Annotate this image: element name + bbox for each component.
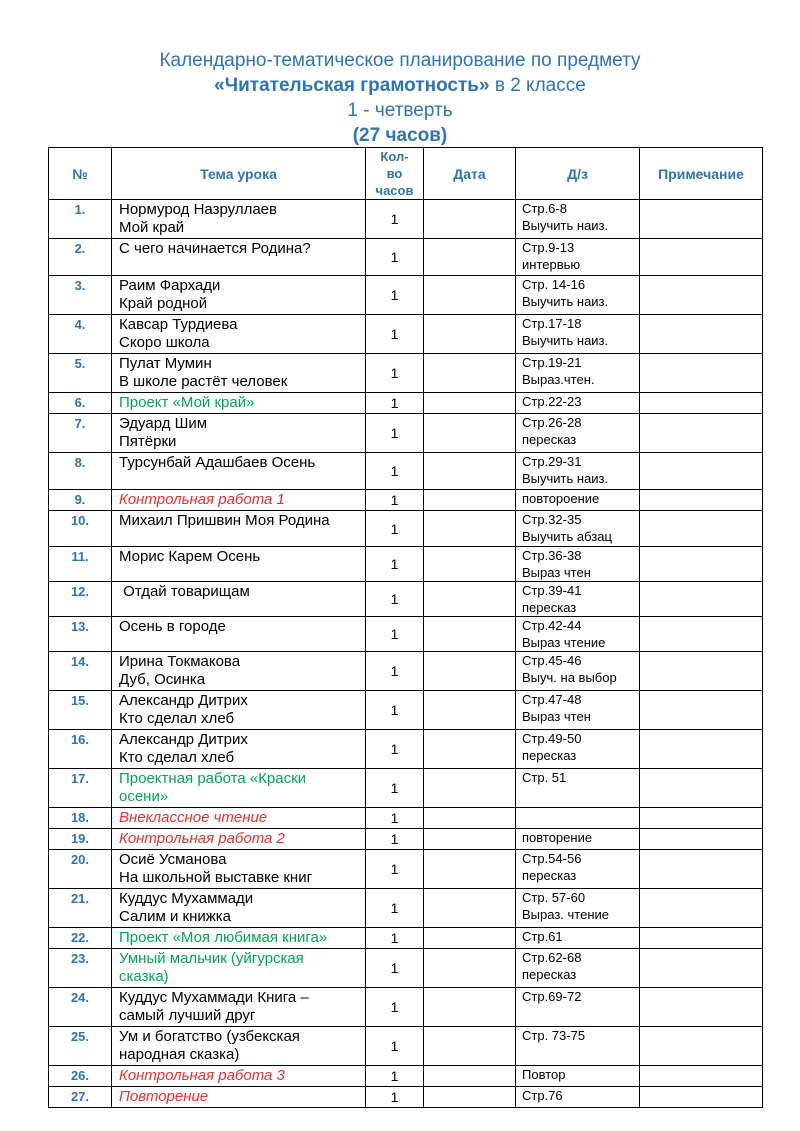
document-header bbox=[0, 48, 800, 148]
date-cell bbox=[424, 490, 516, 511]
hours-count: 1 bbox=[366, 949, 424, 988]
lesson-topic-line: сказка) bbox=[119, 968, 169, 985]
date-cell bbox=[424, 315, 516, 354]
grade-text: в 2 классе bbox=[489, 75, 586, 96]
homework-line: Выучить наиз. bbox=[522, 218, 609, 233]
row-number: 23. bbox=[49, 949, 112, 988]
lesson-topic-line: Михаил Пришвин Моя Родина bbox=[119, 512, 330, 529]
row-number: 26. bbox=[49, 1066, 112, 1087]
hours-count: 1 bbox=[366, 1066, 424, 1087]
lesson-topic-line: Турсунбай Адашбаев Осень bbox=[119, 454, 316, 471]
homework bbox=[516, 769, 640, 808]
row-number: 17. bbox=[49, 769, 112, 808]
homework-line: Стр.6-8 bbox=[522, 201, 567, 216]
date-cell bbox=[424, 200, 516, 239]
lesson-topic bbox=[112, 1066, 366, 1087]
hours-count: 1 bbox=[366, 547, 424, 582]
hours-count: 1 bbox=[366, 617, 424, 652]
row-number: 4. bbox=[49, 315, 112, 354]
lesson-topic-line: Проектная работа «Краски bbox=[119, 770, 307, 787]
note-cell bbox=[640, 393, 763, 414]
note-cell bbox=[640, 200, 763, 239]
note-cell bbox=[640, 808, 763, 829]
date-cell bbox=[424, 808, 516, 829]
table-row bbox=[49, 730, 763, 769]
note-cell bbox=[640, 889, 763, 928]
note-cell bbox=[640, 652, 763, 691]
note-cell bbox=[640, 582, 763, 617]
lesson-topic bbox=[112, 617, 366, 652]
homework-line: Стр.69-72 bbox=[522, 989, 582, 1004]
note-cell bbox=[640, 414, 763, 453]
date-cell bbox=[424, 393, 516, 414]
lesson-topic-line: Край родной bbox=[119, 295, 208, 312]
homework bbox=[516, 928, 640, 949]
homework-line: интервью bbox=[522, 257, 581, 272]
lesson-topic-line: Морис Карем Осень bbox=[119, 548, 261, 565]
date-cell bbox=[424, 239, 516, 276]
col-header-topic: Тема урока bbox=[112, 148, 366, 200]
lesson-topic-line: С чего начинается Родина? bbox=[119, 240, 311, 257]
note-cell bbox=[640, 988, 763, 1027]
lesson-topic-line: Раим Фархади bbox=[119, 277, 221, 294]
homework-line: Выучить наиз. bbox=[522, 294, 609, 309]
date-cell bbox=[424, 354, 516, 393]
homework bbox=[516, 1066, 640, 1087]
note-cell bbox=[640, 315, 763, 354]
note-cell bbox=[640, 1027, 763, 1066]
table-row bbox=[49, 829, 763, 850]
homework-line: пересказ bbox=[522, 967, 577, 982]
lesson-topic-line: Повторение bbox=[119, 1088, 209, 1105]
hours-count: 1 bbox=[366, 652, 424, 691]
date-cell bbox=[424, 829, 516, 850]
table-row bbox=[49, 617, 763, 652]
lesson-topic bbox=[112, 1027, 366, 1066]
lesson-topic bbox=[112, 988, 366, 1027]
row-number: 20. bbox=[49, 850, 112, 889]
lesson-topic bbox=[112, 354, 366, 393]
lesson-topic-line: Эдуард Шим bbox=[119, 415, 208, 432]
row-number: 18. bbox=[49, 808, 112, 829]
homework-line: повторение bbox=[522, 830, 593, 845]
date-cell bbox=[424, 928, 516, 949]
homework-line: пересказ bbox=[522, 748, 577, 763]
row-number: 15. bbox=[49, 691, 112, 730]
lesson-topic bbox=[112, 547, 366, 582]
row-number: 12. bbox=[49, 582, 112, 617]
row-number: 1. bbox=[49, 200, 112, 239]
note-cell bbox=[640, 769, 763, 808]
lesson-topic-line: самый лучший друг bbox=[119, 1007, 256, 1024]
homework-line: Стр.47-48 bbox=[522, 692, 582, 707]
homework-line: Выраз чтен bbox=[522, 565, 591, 580]
table-row bbox=[49, 1087, 763, 1108]
lesson-topic-line: Осень в городе bbox=[119, 618, 226, 635]
row-number: 3. bbox=[49, 276, 112, 315]
col-header-hours-line: Кол- bbox=[380, 149, 409, 164]
lesson-topic-line: Контрольная работа 2 bbox=[119, 830, 285, 847]
lesson-topic bbox=[112, 315, 366, 354]
table-row bbox=[49, 889, 763, 928]
lesson-topic-line: Кавсар Турдиева bbox=[119, 316, 238, 333]
homework-line: Стр.29-31 bbox=[522, 454, 582, 469]
lesson-topic bbox=[112, 239, 366, 276]
homework bbox=[516, 354, 640, 393]
title-line-2 bbox=[0, 73, 800, 98]
table-row bbox=[49, 850, 763, 889]
homework-line: Стр. 51 bbox=[522, 770, 567, 785]
homework-line: Выучить наиз. bbox=[522, 333, 609, 348]
date-cell bbox=[424, 850, 516, 889]
homework bbox=[516, 949, 640, 988]
homework-line: Стр.62-68 bbox=[522, 950, 582, 965]
homework bbox=[516, 239, 640, 276]
plan-table bbox=[48, 147, 763, 1108]
hours-count: 1 bbox=[366, 850, 424, 889]
lesson-topic-line: народная сказка) bbox=[119, 1046, 240, 1063]
table-row bbox=[49, 414, 763, 453]
homework bbox=[516, 315, 640, 354]
hours-count: 1 bbox=[366, 889, 424, 928]
date-cell bbox=[424, 949, 516, 988]
row-number: 19. bbox=[49, 829, 112, 850]
table-row bbox=[49, 652, 763, 691]
homework bbox=[516, 490, 640, 511]
lesson-topic-line: В школе растёт человек bbox=[119, 373, 288, 390]
table-row bbox=[49, 511, 763, 547]
lesson-topic bbox=[112, 691, 366, 730]
date-cell bbox=[424, 652, 516, 691]
title-line-1: Календарно-тематическое планирование по предмету bbox=[159, 50, 641, 71]
row-number: 14. bbox=[49, 652, 112, 691]
lesson-topic-line: Проект «Моя любимая книга» bbox=[119, 929, 328, 946]
hours-count: 1 bbox=[366, 239, 424, 276]
table-row bbox=[49, 691, 763, 730]
col-header-hours bbox=[366, 148, 424, 200]
col-header-date: Дата bbox=[424, 148, 516, 200]
homework bbox=[516, 829, 640, 850]
date-cell bbox=[424, 547, 516, 582]
lesson-topic bbox=[112, 276, 366, 315]
col-header-hours-line: часов bbox=[375, 183, 414, 198]
table-row bbox=[49, 808, 763, 829]
lesson-topic-line: Скоро школа bbox=[119, 334, 210, 351]
row-number: 9. bbox=[49, 490, 112, 511]
row-number: 2. bbox=[49, 239, 112, 276]
hours-count: 1 bbox=[366, 582, 424, 617]
date-cell bbox=[424, 582, 516, 617]
table-row bbox=[49, 988, 763, 1027]
lesson-topic bbox=[112, 652, 366, 691]
homework-line: Стр. 14-16 bbox=[522, 277, 586, 292]
table-row bbox=[49, 928, 763, 949]
homework bbox=[516, 1027, 640, 1066]
homework bbox=[516, 200, 640, 239]
hours-count: 1 bbox=[366, 200, 424, 239]
hours-count: 1 bbox=[366, 315, 424, 354]
note-cell bbox=[640, 511, 763, 547]
hours-count: 1 bbox=[366, 769, 424, 808]
lesson-topic bbox=[112, 769, 366, 808]
homework-line: Стр.76 bbox=[522, 1088, 563, 1103]
lesson-topic-line: Проект «Мой край» bbox=[119, 394, 255, 411]
col-header-hours-line: во bbox=[386, 166, 403, 181]
lesson-topic-line: Куддус Мухаммади bbox=[119, 890, 254, 907]
row-number: 25. bbox=[49, 1027, 112, 1066]
homework-line: Стр.9-13 bbox=[522, 240, 575, 255]
lesson-topic-line: Контрольная работа 3 bbox=[119, 1067, 285, 1084]
date-cell bbox=[424, 730, 516, 769]
table-header-row bbox=[49, 148, 763, 200]
table-row bbox=[49, 769, 763, 808]
date-cell bbox=[424, 1087, 516, 1108]
lesson-topic-line: Контрольная работа 1 bbox=[119, 491, 285, 508]
hours-count: 1 bbox=[366, 393, 424, 414]
homework bbox=[516, 414, 640, 453]
homework bbox=[516, 453, 640, 490]
lesson-topic-line: Салим и книжка bbox=[119, 908, 231, 925]
lesson-topic bbox=[112, 808, 366, 829]
row-number: 16. bbox=[49, 730, 112, 769]
hours-count: 1 bbox=[366, 414, 424, 453]
table-row bbox=[49, 1066, 763, 1087]
note-cell bbox=[640, 354, 763, 393]
row-number: 7. bbox=[49, 414, 112, 453]
row-number: 11. bbox=[49, 547, 112, 582]
homework-line: пересказ bbox=[522, 432, 577, 447]
homework-line: Выучить наиз. bbox=[522, 471, 609, 486]
homework-line: Стр. 57-60 bbox=[522, 890, 586, 905]
subject-name: «Читательская грамотность» bbox=[214, 75, 490, 96]
homework-line: Стр.32-35 bbox=[522, 512, 582, 527]
lesson-topic bbox=[112, 949, 366, 988]
homework-line: Стр.39-41 bbox=[522, 583, 582, 598]
row-number: 22. bbox=[49, 928, 112, 949]
hours-count: 1 bbox=[366, 490, 424, 511]
homework-line: Стр.42-44 bbox=[522, 618, 582, 633]
note-cell bbox=[640, 730, 763, 769]
table-row bbox=[49, 315, 763, 354]
note-cell bbox=[640, 691, 763, 730]
quarter-label: 1 - четверть bbox=[347, 100, 453, 121]
table-row bbox=[49, 200, 763, 239]
lesson-topic bbox=[112, 453, 366, 490]
homework-line: Стр.22-23 bbox=[522, 394, 582, 409]
date-cell bbox=[424, 453, 516, 490]
homework-line: Стр.19-21 bbox=[522, 355, 582, 370]
lesson-topic bbox=[112, 928, 366, 949]
lesson-topic bbox=[112, 200, 366, 239]
homework-line: Стр. 73-75 bbox=[522, 1028, 586, 1043]
date-cell bbox=[424, 1066, 516, 1087]
homework-line: Выуч. на выбор bbox=[522, 670, 617, 685]
table-row bbox=[49, 490, 763, 511]
table-body bbox=[49, 200, 763, 1108]
row-number: 27. bbox=[49, 1087, 112, 1108]
note-cell bbox=[640, 949, 763, 988]
lesson-topic-line: Ирина Токмакова bbox=[119, 653, 241, 670]
homework bbox=[516, 547, 640, 582]
homework-line: пересказ bbox=[522, 868, 577, 883]
row-number: 10. bbox=[49, 511, 112, 547]
homework-line: Повтор bbox=[522, 1067, 566, 1082]
lesson-topic-line: Мой край bbox=[119, 219, 185, 236]
homework bbox=[516, 511, 640, 547]
date-cell bbox=[424, 1027, 516, 1066]
row-number: 5. bbox=[49, 354, 112, 393]
hours-count: 1 bbox=[366, 1027, 424, 1066]
lesson-topic bbox=[112, 730, 366, 769]
lesson-topic bbox=[112, 829, 366, 850]
lesson-topic-line: Дуб, Осинка bbox=[119, 671, 206, 688]
table-row bbox=[49, 547, 763, 582]
lesson-topic-line: осени» bbox=[119, 788, 169, 805]
hours-count: 1 bbox=[366, 511, 424, 547]
homework bbox=[516, 691, 640, 730]
row-number: 13. bbox=[49, 617, 112, 652]
homework bbox=[516, 276, 640, 315]
lesson-topic-line: Пятёрки bbox=[119, 433, 177, 450]
hours-count: 1 bbox=[366, 928, 424, 949]
lesson-topic bbox=[112, 582, 366, 617]
table-row bbox=[49, 1027, 763, 1066]
note-cell bbox=[640, 1066, 763, 1087]
date-cell bbox=[424, 511, 516, 547]
note-cell bbox=[640, 850, 763, 889]
homework-line: Стр.45-46 bbox=[522, 653, 582, 668]
lesson-topic-line: Куддус Мухаммади Книга – bbox=[119, 989, 309, 1006]
date-cell bbox=[424, 414, 516, 453]
row-number: 21. bbox=[49, 889, 112, 928]
row-number: 6. bbox=[49, 393, 112, 414]
table-row bbox=[49, 239, 763, 276]
hours-count: 1 bbox=[366, 691, 424, 730]
hours-count: 1 bbox=[366, 829, 424, 850]
col-header-homework: Д/з bbox=[516, 148, 640, 200]
homework bbox=[516, 730, 640, 769]
note-cell bbox=[640, 829, 763, 850]
hours-count: 1 bbox=[366, 354, 424, 393]
hours-count: 1 bbox=[366, 276, 424, 315]
lesson-topic-line: Умный мальчик (уйгурская bbox=[119, 950, 304, 967]
lesson-topic-line: Пулат Мумин bbox=[119, 355, 212, 372]
homework bbox=[516, 1087, 640, 1108]
note-cell bbox=[640, 276, 763, 315]
homework bbox=[516, 652, 640, 691]
row-number: 8. bbox=[49, 453, 112, 490]
lesson-topic bbox=[112, 511, 366, 547]
date-cell bbox=[424, 889, 516, 928]
homework bbox=[516, 617, 640, 652]
lesson-topic bbox=[112, 393, 366, 414]
note-cell bbox=[640, 617, 763, 652]
table-row bbox=[49, 276, 763, 315]
note-cell bbox=[640, 239, 763, 276]
lesson-topic-line: Осиё Усманова bbox=[119, 851, 227, 868]
hours-count: 1 bbox=[366, 453, 424, 490]
homework-line: Стр.36-38 bbox=[522, 548, 582, 563]
homework bbox=[516, 850, 640, 889]
col-header-note: Примечание bbox=[640, 148, 763, 200]
homework bbox=[516, 889, 640, 928]
row-number: 24. bbox=[49, 988, 112, 1027]
homework bbox=[516, 808, 640, 829]
homework-line: пересказ bbox=[522, 600, 577, 615]
date-cell bbox=[424, 276, 516, 315]
lesson-topic-line: Нормурод Назруллаев bbox=[119, 201, 277, 218]
hours-count: 1 bbox=[366, 808, 424, 829]
homework-line: Выучить абзац bbox=[522, 529, 612, 544]
homework-line: Стр.54-56 bbox=[522, 851, 582, 866]
homework-line: Стр.49-50 bbox=[522, 731, 582, 746]
lesson-topic-line: Александр Дитрих bbox=[119, 731, 248, 748]
lesson-topic-line: Кто сделал хлеб bbox=[119, 749, 235, 766]
homework-line: Стр.26-28 bbox=[522, 415, 582, 430]
homework-line: Выраз.чтен. bbox=[522, 372, 595, 387]
note-cell bbox=[640, 490, 763, 511]
lesson-topic bbox=[112, 1087, 366, 1108]
note-cell bbox=[640, 547, 763, 582]
lesson-topic-line: Александр Дитрих bbox=[119, 692, 248, 709]
homework-line: Выраз. чтение bbox=[522, 907, 609, 922]
table-row bbox=[49, 949, 763, 988]
lesson-topic-line: Внеклассное чтение bbox=[119, 809, 268, 826]
note-cell bbox=[640, 1087, 763, 1108]
hours-count: 1 bbox=[366, 1087, 424, 1108]
homework bbox=[516, 393, 640, 414]
table-row bbox=[49, 354, 763, 393]
date-cell bbox=[424, 691, 516, 730]
lesson-topic-line: Ум и богатство (узбекская bbox=[119, 1028, 300, 1045]
homework-line: Стр.61 bbox=[522, 929, 563, 944]
hours-count: 1 bbox=[366, 988, 424, 1027]
lesson-topic-line: Отдай товарищам bbox=[119, 583, 250, 600]
lesson-topic-line: Кто сделал хлеб bbox=[119, 710, 235, 727]
note-cell bbox=[640, 928, 763, 949]
note-cell bbox=[640, 453, 763, 490]
lesson-topic-line: На школьной выставке книг bbox=[119, 869, 313, 886]
homework bbox=[516, 582, 640, 617]
homework-line: повтороение bbox=[522, 491, 600, 506]
homework-line: Выраз чтение bbox=[522, 635, 606, 650]
table-row bbox=[49, 582, 763, 617]
hours-count: 1 bbox=[366, 730, 424, 769]
lesson-topic bbox=[112, 889, 366, 928]
table-row bbox=[49, 453, 763, 490]
hours-total: (27 часов) bbox=[352, 125, 448, 146]
date-cell bbox=[424, 988, 516, 1027]
lesson-topic bbox=[112, 414, 366, 453]
date-cell bbox=[424, 617, 516, 652]
date-cell bbox=[424, 769, 516, 808]
homework-line: Стр.17-18 bbox=[522, 316, 582, 331]
table-row bbox=[49, 393, 763, 414]
lesson-topic bbox=[112, 490, 366, 511]
homework-line: Выраз чтен bbox=[522, 709, 591, 724]
col-header-number: № bbox=[49, 148, 112, 200]
lesson-topic bbox=[112, 850, 366, 889]
homework bbox=[516, 988, 640, 1027]
